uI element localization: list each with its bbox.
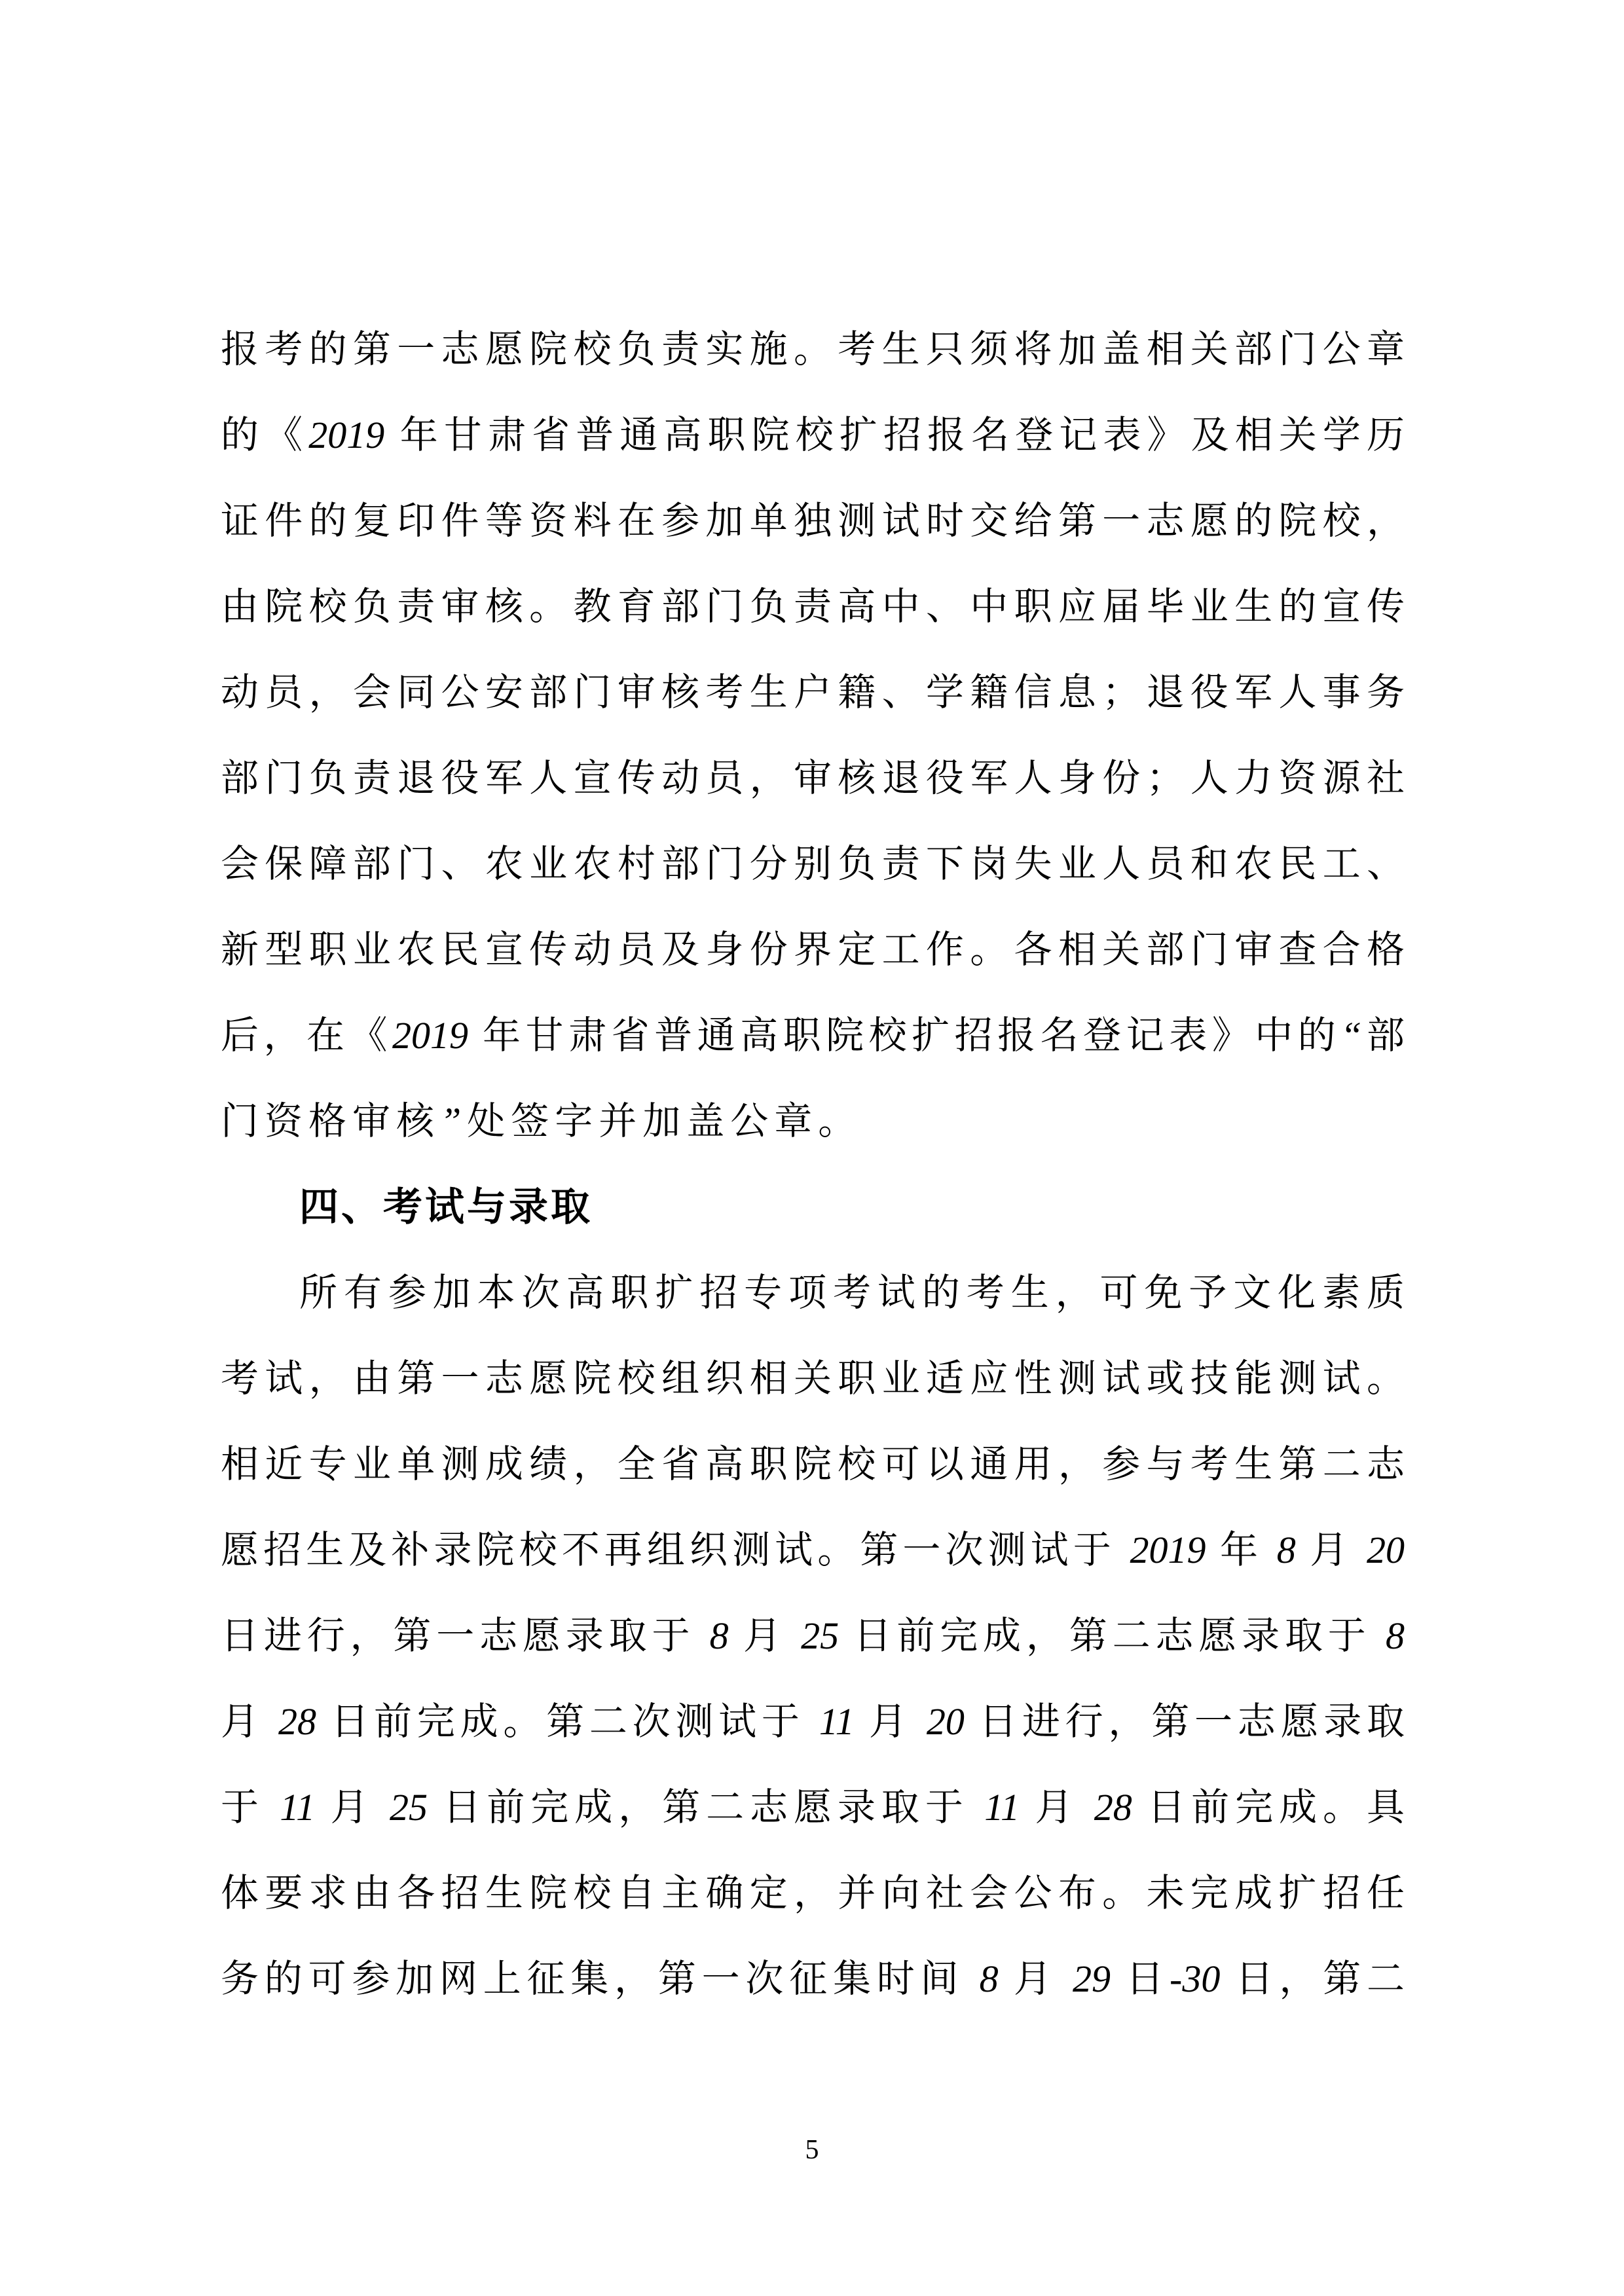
text-line: 相近专业单测成绩，全省高职院校可以通用，参与考生第二志: [221, 1443, 1405, 1485]
text-line: 于 11 月 25 日前完成，第二志愿录取于 11 月 28 日前完成。具: [221, 1786, 1405, 1829]
page-number: 5: [805, 2135, 819, 2165]
text-line: 由院校负责审核。教育部门负责高中、中职应届毕业生的宣传: [221, 585, 1405, 628]
text-line: 新型职业农民宣传动员及身份界定工作。各相关部门审查合格: [221, 928, 1405, 971]
section-heading: 四、考试与录取: [299, 1185, 593, 1229]
text-line: 月 28 日前完成。第二次测试于 11 月 20 日进行，第一志愿录取: [221, 1700, 1405, 1743]
text-line: 报考的第一志愿院校负责实施。考生只须将加盖相关部门公章: [221, 328, 1405, 371]
text-line: 会保障部门、农业农村部门分别负责下岗失业人员和农民工、: [221, 843, 1405, 885]
text-line: 所有参加本次高职扩招专项考试的考生，可免予文化素质: [299, 1271, 1405, 1314]
text-line: 的《2019 年甘肃省普通高职院校扩招报名登记表》及相关学历: [221, 414, 1405, 456]
text-line: 务的可参加网上征集，第一次征集时间 8 月 29 日-30 日，第二: [221, 1958, 1405, 2000]
text-line: 动员，会同公安部门审核考生户籍、学籍信息；退役军人事务: [221, 671, 1405, 714]
text-line: 门资格审核”处签字并加盖公章。: [221, 1100, 862, 1142]
text-line: 日进行，第一志愿录取于 8 月 25 日前完成，第二志愿录取于 8: [221, 1614, 1405, 1657]
document-body: [221, 306, 1405, 2022]
text-line: 考试，由第一志愿院校组织相关职业适应性测试或技能测试。: [221, 1357, 1405, 1400]
text-line: 体要求由各招生院校自主确定，并向社会公布。未完成扩招任: [221, 1872, 1405, 1914]
text-line: 后，在《2019 年甘肃省普通高职院校扩招报名登记表》中的“部: [221, 1014, 1405, 1057]
text-line: 证件的复印件等资料在参加单独测试时交给第一志愿的院校，: [221, 500, 1405, 542]
text-line: 部门负责退役军人宣传动员，审核退役军人身份；人力资源社: [221, 757, 1405, 799]
text-line: 愿招生及补录院校不再组织测试。第一次测试于 2019 年 8 月 20: [221, 1529, 1405, 1571]
